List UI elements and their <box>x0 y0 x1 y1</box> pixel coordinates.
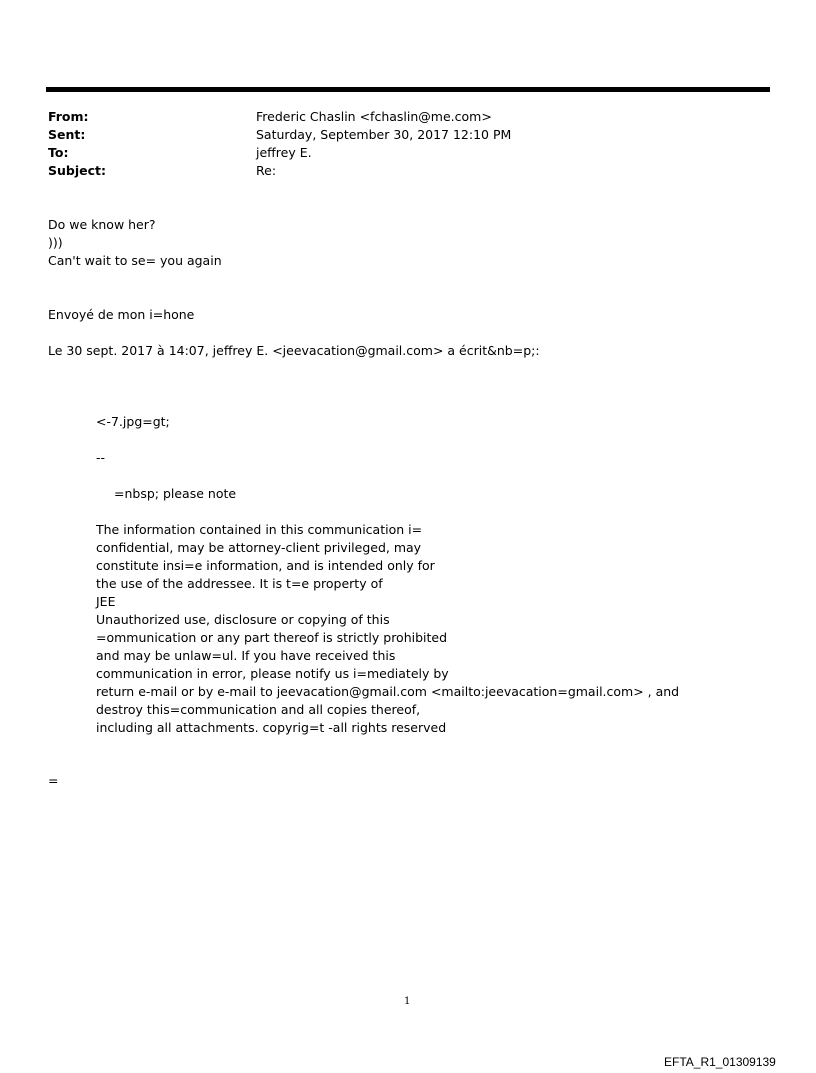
trailing-character: = <box>48 773 59 788</box>
disclaimer-line: and may be unlaw=ul. If you have received this <box>96 648 396 663</box>
subject-value: Re: <box>256 163 277 178</box>
disclaimer-line: confidential, may be attorney-client privileged, may <box>96 540 422 555</box>
header-sent-row <box>48 126 748 144</box>
header-to-row <box>48 144 748 162</box>
signature-separator: -- <box>96 450 106 465</box>
quote-intro: Le 30 sept. 2017 à 14:07, jeffrey E. <jeevacation@gmail.com> a écrit&nb=p;: <box>48 343 540 358</box>
reply-line: Do we know her? <box>48 217 156 232</box>
attachment-reference: <-7.jpg=gt; <box>96 414 170 429</box>
header-divider <box>46 87 770 92</box>
page-number: 1 <box>404 996 411 1007</box>
header-subject-row <box>48 162 748 180</box>
sent-value: Saturday, September 30, 2017 12:10 PM <box>256 127 512 142</box>
mobile-signature: Envoyé de mon i=hone <box>48 307 195 322</box>
reply-line: Can't wait to se= you again <box>48 253 222 268</box>
from-label: From: <box>48 109 89 124</box>
please-note: =nbsp; please note <box>114 486 237 501</box>
to-value: jeffrey E. <box>256 145 312 160</box>
header-from-row <box>48 108 748 126</box>
disclaimer-line: constitute insi=e information, and is intended only for <box>96 558 435 573</box>
disclaimer-line: Unauthorized use, disclosure or copying of this <box>96 612 390 627</box>
disclaimer-line: the use of the addressee. It is t=e property of <box>96 576 383 591</box>
to-label: To: <box>48 145 69 160</box>
disclaimer-line: destroy this=communication and all copies thereof, <box>96 702 421 717</box>
disclaimer-line: communication in error, please notify us i=mediately by <box>96 666 449 681</box>
sent-label: Sent: <box>48 127 86 142</box>
disclaimer-line: return e-mail or by e-mail to jeevacation@gmail.com <mailto:jeevacation=gmail.com> , and <box>96 684 680 699</box>
disclaimer-line: =ommunication or any part thereof is strictly prohibited <box>96 630 448 645</box>
subject-label: Subject: <box>48 163 106 178</box>
disclaimer-line: The information contained in this communication i= <box>96 522 423 537</box>
from-value: Frederic Chaslin <fchaslin@me.com> <box>256 109 492 124</box>
disclaimer-line: including all attachments. copyrig=t -all rights reserved <box>96 720 447 735</box>
document-id: EFTA_R1_01309139 <box>664 1055 776 1069</box>
disclaimer-line: JEE <box>96 594 116 609</box>
reply-line: ))) <box>48 235 63 250</box>
